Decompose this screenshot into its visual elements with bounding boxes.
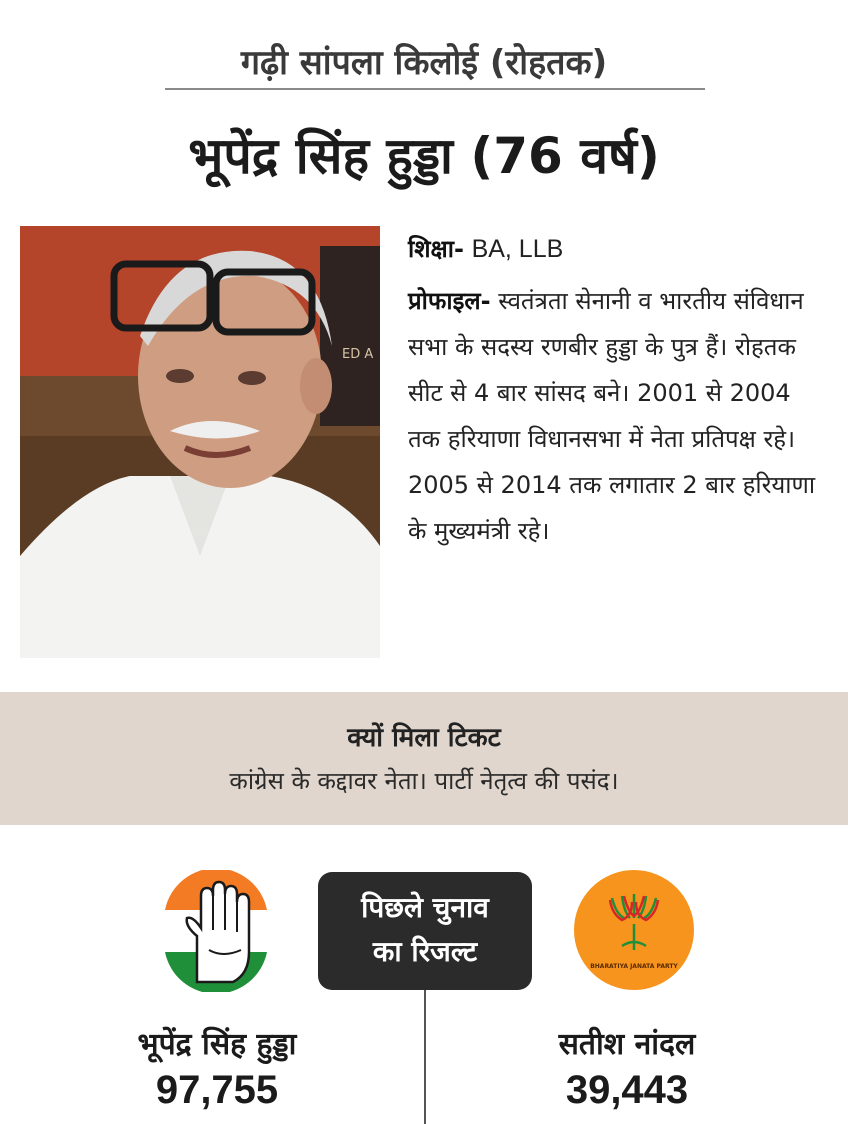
candidate-title: भूपेंद्र सिंह हुड्डा (76 वर्ष) xyxy=(188,127,660,185)
education-line xyxy=(408,226,828,272)
winner-name: भूपेंद्र सिंह हुड्डा xyxy=(137,1027,297,1062)
result-label-line1: पिछले चुनाव xyxy=(361,891,489,924)
ticket-heading: क्यों मिला टिकट xyxy=(347,723,501,753)
profile-text: स्वतंत्रता सेनानी व भारतीय संविधान सभा के सदस्य रणबीर हुड्डा के पुत्र हैं। रोहतक सीट से 4 बार सांसद बने। 2001 से 2004 तक हरियाणा विधानसभा में नेता प्रतिपक्ष रहे। 2005 से 2014 तक लगातार 2 बार हरियाणा के मुख्यमंत्री रहे। xyxy=(408,287,816,545)
profile-paragraph xyxy=(408,278,828,554)
ticket-reason-band xyxy=(0,692,848,825)
runner-up-votes: 39,443 xyxy=(565,1068,689,1112)
previous-result-label xyxy=(318,872,532,990)
congress-hand-icon xyxy=(157,870,275,992)
result-divider xyxy=(424,990,426,1124)
profile-label: प्रोफाइल- xyxy=(408,287,491,315)
result-label-line2: का रिजल्ट xyxy=(372,935,478,968)
winner-votes: 97,755 xyxy=(155,1068,279,1112)
ticket-reason: कांग्रेस के कद्दावर नेता। पार्टी नेतृत्व की पसंद। xyxy=(229,767,619,795)
backdrop-text: ED A xyxy=(342,347,374,362)
bjp-lotus-icon xyxy=(572,868,696,992)
constituency-title: गढ़ी सांपला किलोई (रोहतक) xyxy=(240,43,608,83)
education-value: BA, LLB xyxy=(471,235,564,263)
education-label: शिक्षा- xyxy=(408,235,464,263)
bjp-logo-text: BHARATIYA JANATA PARTY xyxy=(590,963,678,970)
runner-up-name: सतीश नांदल xyxy=(558,1027,696,1062)
title-underline xyxy=(165,88,705,90)
profile-block xyxy=(408,226,828,554)
candidate-photo xyxy=(20,226,380,658)
